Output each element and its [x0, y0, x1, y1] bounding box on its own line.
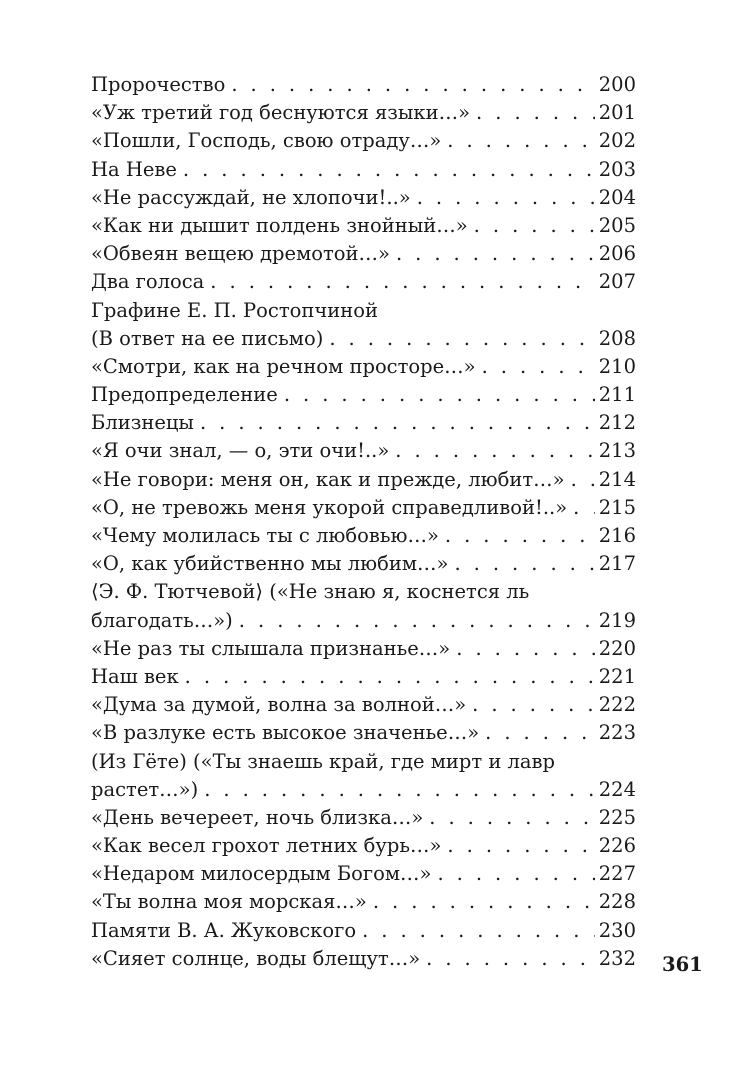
dot-leader — [426, 945, 595, 973]
toc-entry-title: «В разлуке есть высокое значенье…» — [91, 721, 480, 745]
toc-entry — [91, 268, 636, 296]
table-of-contents — [91, 71, 636, 973]
toc-entry-page: 215 — [598, 495, 636, 519]
toc-entry-line — [91, 663, 636, 691]
toc-entry — [91, 860, 636, 888]
toc-entry-page: 230 — [598, 918, 636, 942]
toc-entry-page: 211 — [598, 383, 636, 407]
dot-leader — [456, 635, 595, 663]
toc-entry-line — [91, 522, 636, 550]
toc-entry-title: «Недаром милосердым Богом…» — [91, 862, 432, 886]
toc-entry — [91, 353, 636, 381]
toc-entry-title: «О, не тревожь меня укорой справедливой!..» — [91, 495, 568, 519]
toc-entry-title: «Пошли, Господь, свою отраду…» — [91, 129, 442, 153]
dot-leader — [482, 353, 595, 381]
toc-entry — [91, 635, 636, 663]
toc-entry — [91, 550, 636, 578]
dot-leader — [437, 860, 594, 888]
toc-entry-line — [91, 917, 636, 945]
toc-entry-line — [91, 381, 636, 409]
toc-entry-title: (В ответ на ее письмо) — [91, 326, 324, 350]
toc-entry-title: «Как весел грохот летних бурь…» — [91, 834, 442, 858]
toc-entry-line — [91, 945, 636, 973]
toc-entry — [91, 240, 636, 268]
toc-entry — [91, 409, 636, 437]
toc-entry-title: «Дума за думой, волна за волной…» — [91, 693, 467, 717]
toc-entry-title: Наш век — [91, 664, 179, 688]
toc-entry — [91, 127, 636, 155]
toc-entry — [91, 522, 636, 550]
toc-entry-title: «День вечереет, ночь близка…» — [91, 805, 424, 829]
toc-entry-page: 206 — [598, 242, 636, 266]
toc-entry — [91, 494, 636, 522]
toc-entry-line — [91, 804, 636, 832]
dot-leader — [231, 71, 594, 99]
toc-entry-page: 200 — [598, 73, 636, 96]
toc-entry-line — [91, 607, 636, 635]
toc-entry-page: 224 — [598, 777, 636, 801]
toc-entry-title: ⟨Э. Ф. Тютчевой⟩ («Не знаю я, коснется ль — [91, 580, 530, 604]
toc-entry-title: «Не говори: меня он, как и прежде, любит…» — [91, 467, 565, 491]
dot-leader — [185, 663, 595, 691]
toc-entry — [91, 437, 636, 465]
toc-entry — [91, 719, 636, 747]
toc-entry-line — [91, 156, 636, 184]
toc-entry-page: 204 — [598, 185, 636, 209]
toc-entry-line — [91, 466, 636, 494]
toc-entry-line — [91, 494, 636, 522]
toc-entry-page: 232 — [598, 946, 636, 970]
toc-entry-page: 220 — [598, 636, 636, 660]
dot-leader — [476, 99, 595, 127]
toc-entry-page: 210 — [598, 354, 636, 378]
toc-entry — [91, 917, 636, 945]
toc-entry — [91, 691, 636, 719]
dot-leader — [210, 268, 594, 296]
toc-entry-title: Графине Е. П. Ростопчиной — [91, 298, 378, 322]
toc-entry-line — [91, 325, 636, 353]
dot-leader — [445, 522, 595, 550]
toc-entry — [91, 184, 636, 212]
toc-entry — [91, 748, 636, 804]
toc-entry-page: 201 — [598, 101, 636, 125]
dot-leader — [571, 466, 595, 494]
dot-leader — [454, 550, 594, 578]
toc-entry-line — [91, 240, 636, 268]
dot-leader — [447, 127, 594, 155]
toc-entry-page: 208 — [598, 326, 636, 350]
toc-entry-page: 205 — [598, 213, 636, 237]
toc-entry-line — [91, 297, 636, 325]
toc-entry — [91, 832, 636, 860]
toc-entry-page: 219 — [598, 608, 636, 632]
dot-leader — [284, 381, 595, 409]
page-number: 361 — [662, 953, 703, 976]
toc-entry-title: Предопределение — [91, 383, 278, 407]
toc-entry-title: Памяти В. А. Жуковского — [91, 918, 357, 942]
toc-entry-title: «Ты волна моя морская…» — [91, 890, 367, 914]
toc-entry-line — [91, 888, 636, 916]
toc-entry-page: 207 — [598, 270, 636, 294]
dot-leader — [395, 437, 594, 465]
toc-entry-title: «Смотри, как на речном просторе…» — [91, 354, 476, 378]
toc-entry-line — [91, 71, 636, 99]
dot-leader — [329, 325, 594, 353]
toc-entry-page: 221 — [598, 664, 636, 688]
toc-entry — [91, 381, 636, 409]
toc-entry-line — [91, 99, 636, 127]
dot-leader — [447, 832, 594, 860]
toc-entry-title: «О, как убийственно мы любим…» — [91, 552, 449, 576]
toc-entry — [91, 663, 636, 691]
dot-leader — [362, 917, 595, 945]
toc-entry-title: Два голоса — [91, 270, 205, 294]
toc-entry — [91, 71, 636, 99]
toc-entry-title: (Из Гёте) («Ты знаешь край, где мирт и лавр — [91, 749, 555, 773]
toc-entry-line — [91, 409, 636, 437]
toc-entry-line — [91, 860, 636, 888]
toc-entry — [91, 212, 636, 240]
toc-entry-title: «Не рассуждай, не хлопочи!..» — [91, 185, 411, 209]
toc-entry-line — [91, 212, 636, 240]
toc-entry — [91, 297, 636, 353]
dot-leader — [200, 409, 595, 437]
toc-entry-title: «Я очи знал, — о, эти очи!..» — [91, 439, 390, 463]
toc-entry-page: 214 — [598, 467, 636, 491]
toc-entry — [91, 578, 636, 634]
toc-entry-page: 222 — [598, 693, 636, 717]
toc-entry-title: «Как ни дышит полдень знойный…» — [91, 213, 468, 237]
dot-leader — [485, 719, 595, 747]
toc-entry-line — [91, 437, 636, 465]
toc-entry-page: 203 — [598, 157, 636, 181]
toc-entry-line — [91, 748, 636, 776]
toc-entry-line — [91, 578, 636, 606]
toc-entry-line — [91, 353, 636, 381]
toc-entry-title: «Сияет солнце, воды блещут…» — [91, 946, 421, 970]
dot-leader — [474, 212, 595, 240]
toc-entry-page: 223 — [598, 721, 636, 745]
dot-leader — [429, 804, 594, 832]
toc-entry — [91, 804, 636, 832]
toc-entry-page: 216 — [598, 524, 636, 547]
dot-leader — [183, 156, 595, 184]
dot-leader — [417, 184, 595, 212]
toc-entry — [91, 99, 636, 127]
toc-entry-title: благодать…») — [91, 608, 233, 632]
toc-entry-page: 228 — [598, 890, 636, 914]
dot-leader — [239, 607, 595, 635]
toc-entry-page: 202 — [598, 129, 636, 153]
toc-entry — [91, 466, 636, 494]
toc-entry — [91, 156, 636, 184]
toc-entry-page: 227 — [598, 862, 636, 886]
dot-leader — [373, 888, 595, 916]
dot-leader — [573, 494, 595, 522]
toc-entry-line — [91, 691, 636, 719]
toc-entry-title: Пророчество — [91, 73, 226, 96]
toc-entry-title: «Обвеян вещею дремотой…» — [91, 242, 390, 266]
toc-entry-line — [91, 719, 636, 747]
toc-entry-line — [91, 127, 636, 155]
toc-entry — [91, 888, 636, 916]
dot-leader — [204, 776, 595, 804]
toc-entry-title: «Уж третий год беснуются языки…» — [91, 101, 471, 125]
toc-entry-page: 225 — [598, 805, 636, 829]
toc-entry-title: Близнецы — [91, 411, 194, 435]
toc-entry-title: На Неве — [91, 157, 177, 181]
toc-entry-page: 217 — [598, 552, 636, 576]
toc-entry — [91, 945, 636, 973]
toc-entry-page: 213 — [598, 439, 636, 463]
toc-entry-title: «Не раз ты слышала признанье…» — [91, 636, 451, 660]
toc-entry-line — [91, 776, 636, 804]
dot-leader — [396, 240, 595, 268]
toc-entry-line — [91, 550, 636, 578]
toc-entry-page: 212 — [598, 411, 636, 435]
toc-entry-page: 226 — [598, 834, 636, 858]
toc-entry-title: «Чему молилась ты с любовью…» — [91, 524, 439, 547]
toc-entry-line — [91, 268, 636, 296]
toc-entry-title: растет…») — [91, 777, 199, 801]
dot-leader — [472, 691, 595, 719]
toc-entry-line — [91, 635, 636, 663]
toc-entry-line — [91, 184, 636, 212]
toc-entry-line — [91, 832, 636, 860]
